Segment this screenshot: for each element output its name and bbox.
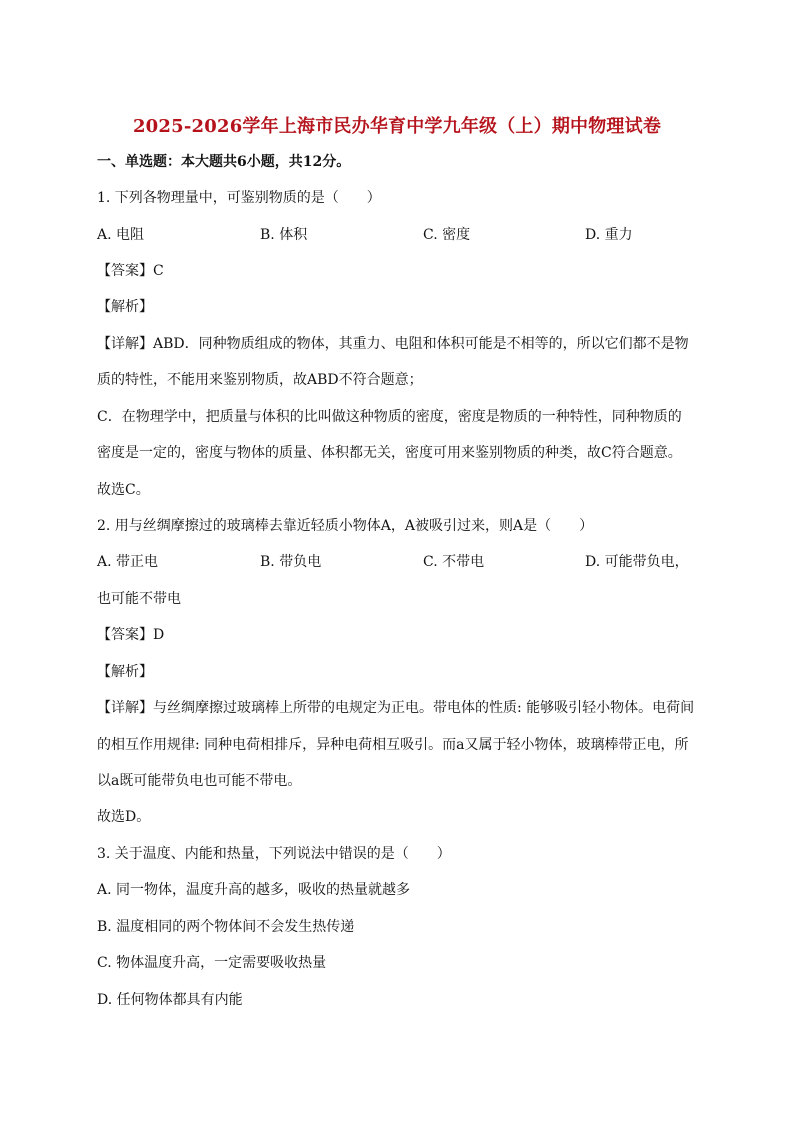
question-1-detail-line: C．在物理学中，把质量与体积的比叫做这种物质的密度，密度是物质的一种特性，同种物质的 (97, 409, 682, 425)
question-2-detail-line: 【详解】与丝绸摩擦过玻璃棒上所带的电规定为正电。带电体的性质: 能够吸引轻小物体。电荷间 (97, 700, 695, 716)
question-2-option-a: A. 带正电 (97, 554, 159, 570)
question-2-detail-line: 的相互作用规律: 同种电荷相排斥，异种电荷相互吸引。而a又属于轻小物体，玻璃棒带正电，所 (97, 737, 689, 753)
exam-title: 2025-2026学年上海市民办华育中学九年级（上）期中物理试卷 (132, 116, 662, 137)
section-heading: 一、单选题：本大题共6小题，共12分。 (97, 154, 351, 170)
question-3-stem: 3. 关于温度、内能和热量，下列说法中错误的是（ ） (97, 846, 451, 862)
question-3-option-c: C. 物体温度升高，一定需要吸收热量 (97, 955, 327, 971)
question-1-answer: 【答案】C (97, 263, 164, 279)
question-2-option-d: D. 可能带负电， (585, 554, 689, 570)
question-1-detail-line: 【详解】ABD．同种物质组成的物体，其重力、电阻和体积可能是不相等的，所以它们都不是物 (97, 336, 689, 352)
question-1-conclusion: 故选C。 (97, 482, 150, 498)
question-2-conclusion: 故选D。 (97, 809, 151, 825)
question-1-stem: 1. 下列各物理量中，可鉴别物质的是（ ） (97, 190, 381, 206)
question-2-option-c: C. 不带电 (423, 554, 485, 570)
question-1-detail-line: 质的特性，不能用来鉴别物质，故ABD不符合题意； (97, 372, 423, 388)
question-2-option-d-continued: 也可能不带电 (97, 591, 181, 607)
question-1-option-a: A. 电阻 (97, 227, 145, 243)
question-2-option-b: B. 带负电 (260, 554, 322, 570)
question-3-option-b: B. 温度相同的两个物体间不会发生热传递 (97, 919, 355, 935)
question-3-option-d: D. 任何物体都具有内能 (97, 992, 243, 1008)
question-1-detail-line: 密度是一定的，密度与物体的质量、体积都无关，密度可用来鉴别物质的种类，故C符合题意。 (97, 445, 682, 461)
question-1-option-c: C. 密度 (423, 227, 471, 243)
question-1-analysis-label: 【解析】 (97, 299, 153, 315)
question-1-option-b: B. 体积 (260, 227, 308, 243)
question-1-option-d: D. 重力 (585, 227, 633, 243)
question-3-option-a: A. 同一物体，温度升高的越多，吸收的热量就越多 (97, 882, 411, 898)
question-2-analysis-label: 【解析】 (97, 664, 153, 680)
question-2-answer: 【答案】D (97, 627, 165, 643)
question-2-detail-line: 以a既可能带负电也可能不带电。 (97, 773, 302, 789)
question-2-stem: 2. 用与丝绸摩擦过的玻璃棒去靠近轻质小物体A，A被吸引过来，则A是（ ） (97, 518, 594, 534)
